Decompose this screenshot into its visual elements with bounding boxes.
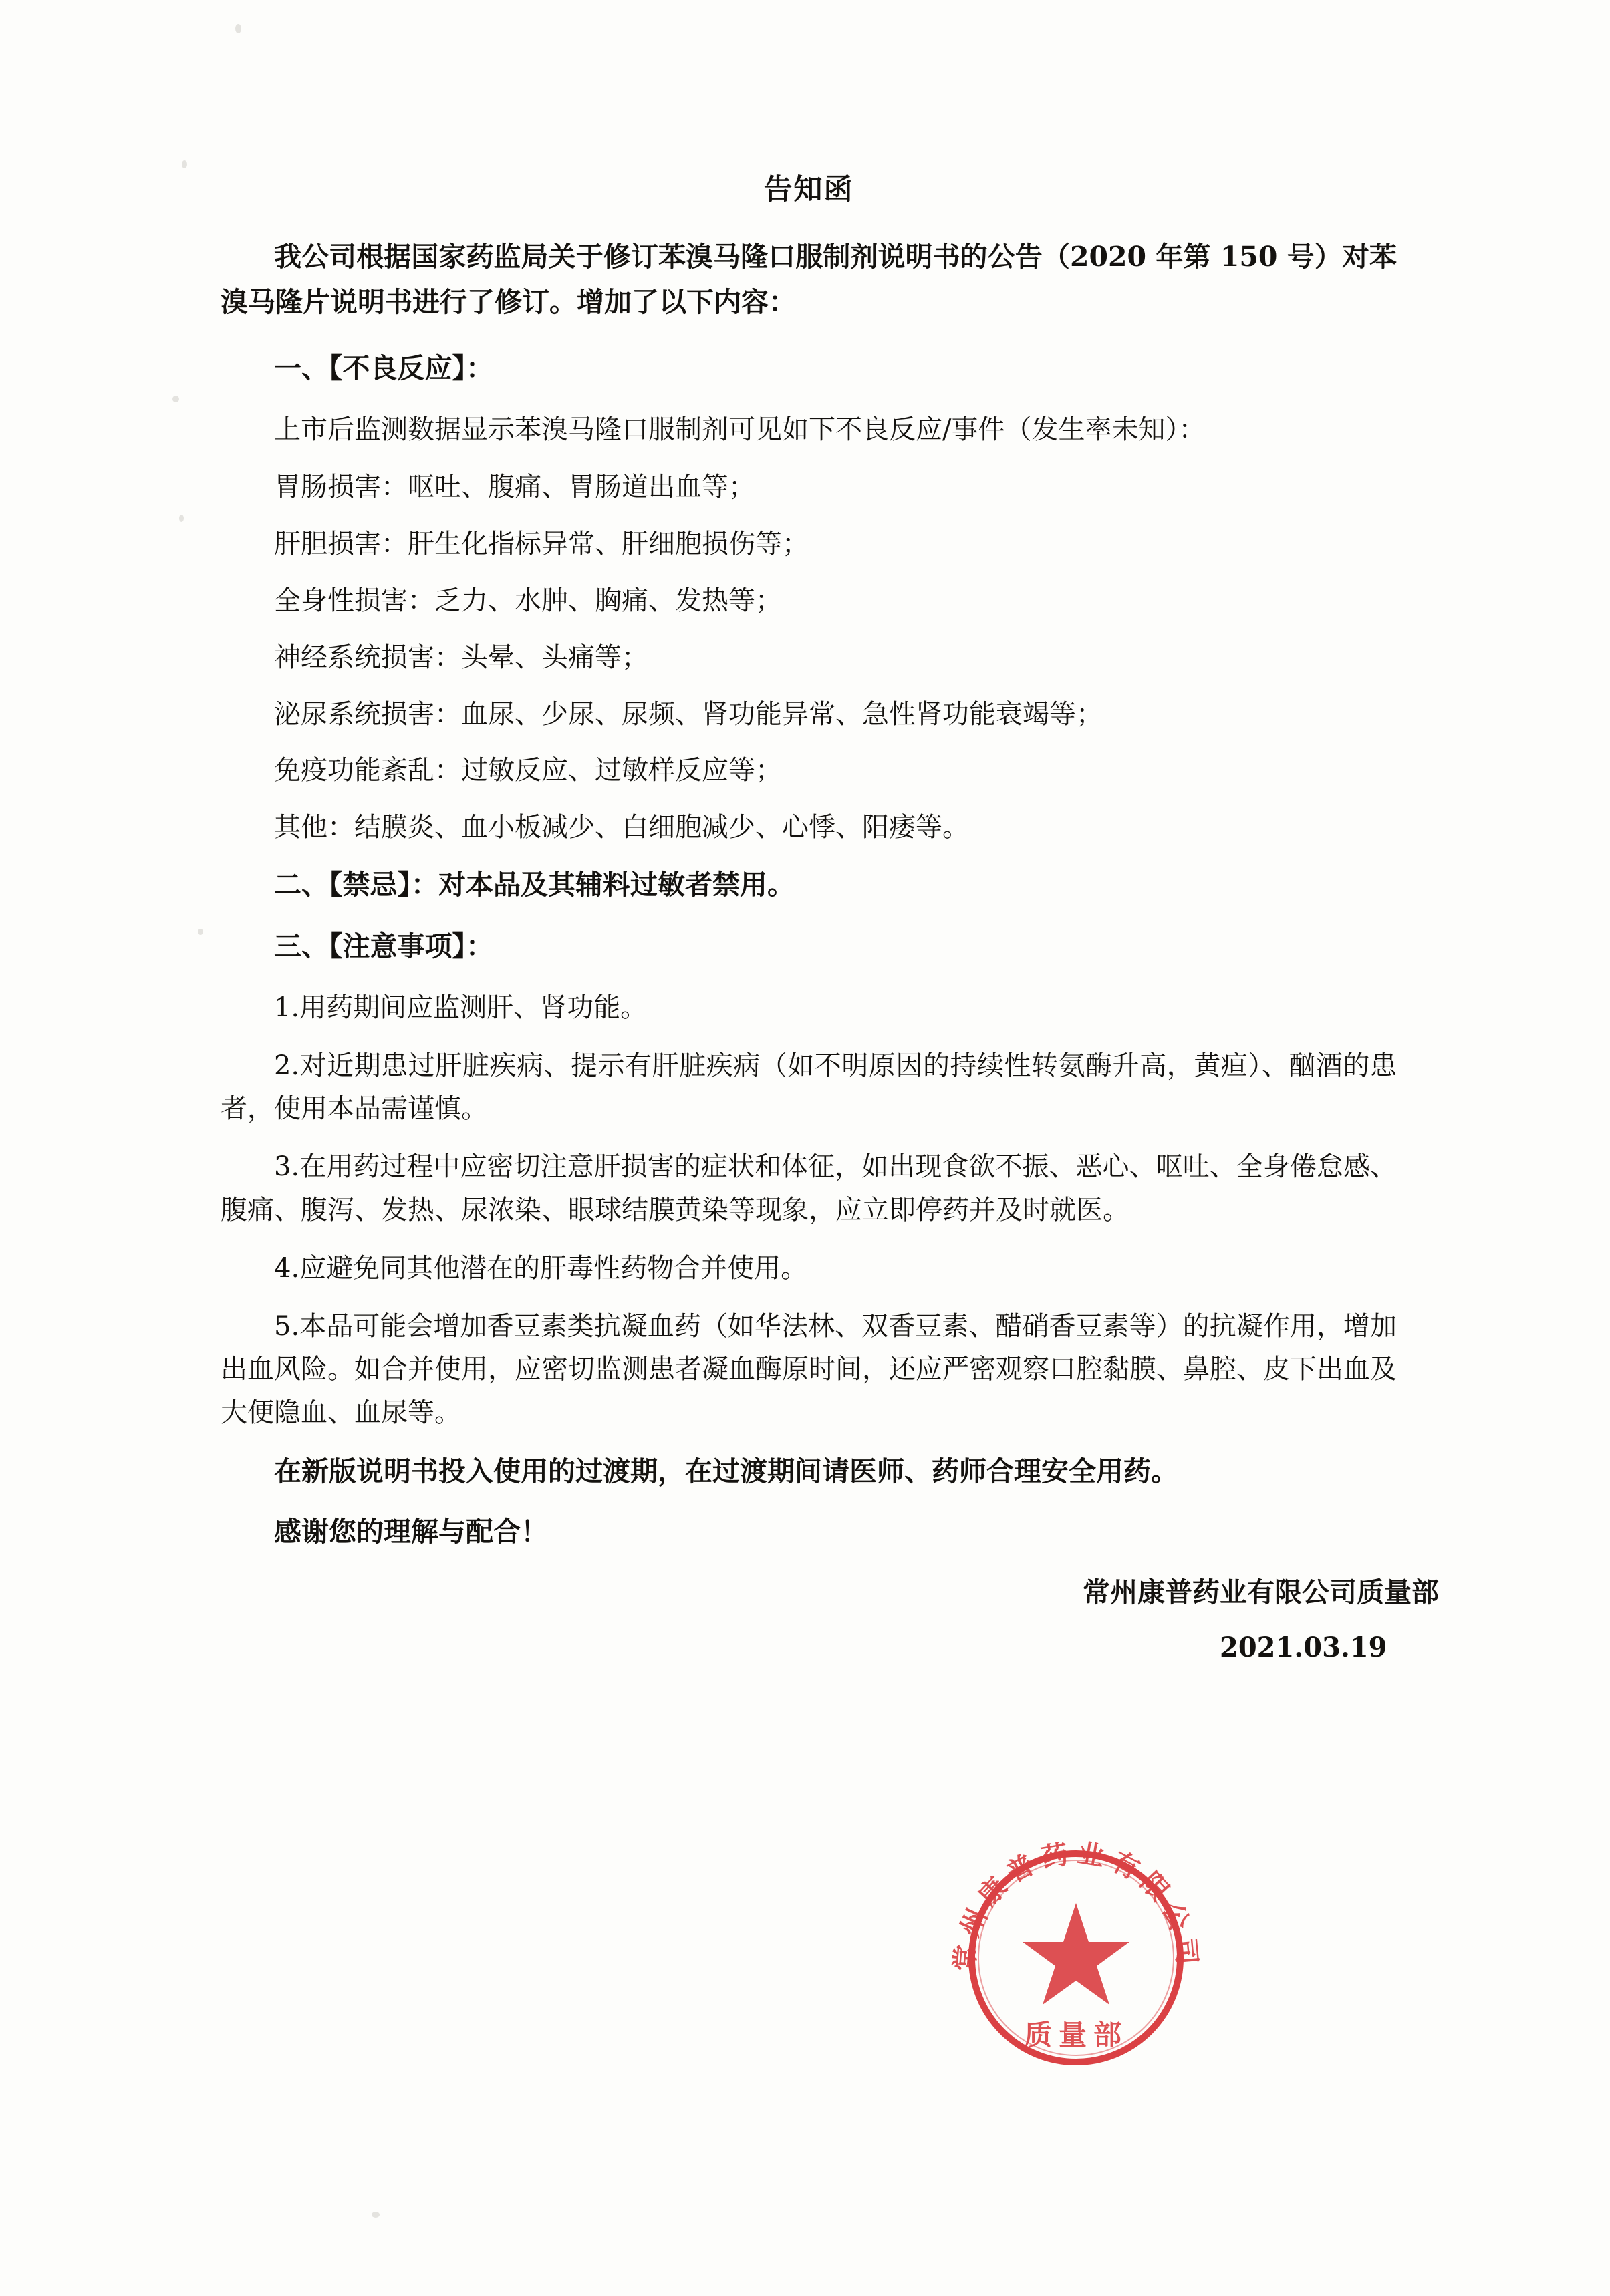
company-seal-stamp [942,1824,1210,2092]
svg-text:质量部: 质量部 [1023,2019,1129,2051]
section-intro-adverse-reactions: 上市后监测数据显示苯溴马隆口服制剂可见如下不良反应/事件（发生率未知）： [274,414,1206,445]
list-item: 3.在用药过程中应密切注意肝损害的症状和体征，如出现食欲不振、恶心、呕吐、全身倦怠感、腹痛、腹泻、发热、尿浓染、眼球结膜黄染等现象，应立即停药并及时就医。 [221,1151,1397,1226]
section-heading-precautions: 三、【注意事项】： [274,930,493,963]
list-item: 泌尿系统损害：血尿、少尿、尿频、肾功能异常、急性肾功能衰竭等； [274,698,1103,730]
signature-date: 2021.03.19 [1220,1632,1387,1664]
signature-organization: 常州康普药业有限公司质量部 [1083,1576,1439,1608]
closing-paragraph-thanks: 感谢您的理解与配合！ [274,1516,548,1548]
list-item: 其他：结膜炎、血小板减少、白细胞减少、心悸、阳痿等。 [274,812,969,843]
list-item: 2.对近期患过肝脏疾病、提示有肝脏疾病（如不明原因的持续性转氨酶升高，黄疸）、酗酒的患者，使用本品需谨慎。 [221,1050,1397,1125]
scan-artifact [235,24,241,33]
page-title: 告知函 [763,173,854,206]
signature-block [795,1570,1439,1670]
scan-artifact [182,160,187,168]
section-heading-adverse-reactions: 一、【不良反应】： [274,352,493,385]
scan-artifact [172,396,179,402]
list-item: 1.用药期间应监测肝、肾功能。 [274,992,648,1023]
scan-artifact [372,2212,380,2218]
list-item: 5.本品可能会增加香豆素类抗凝血药（如华法林、双香豆素、醋硝香豆素等）的抗凝作用，增加出血风险。如合并使用，应密切监测患者凝血酶原时间，还应严密观察口腔黏膜、鼻腔、皮下出血及大便隐血、血尿等。 [221,1310,1397,1429]
list-item: 4.应避免同其他潜在的肝毒性药物合并使用。 [274,1252,808,1284]
list-item: 肝胆损害：肝生化指标异常、肝细胞损伤等； [274,529,809,560]
list-item: 全身性损害：乏力、水肿、胸痛、发热等； [274,585,782,617]
scan-artifact [198,929,203,935]
section-heading-contraindications: 二、【禁忌】：对本品及其辅料过敏者禁用。 [274,869,795,901]
list-item: 胃肠损害：呕吐、腹痛、胃肠道出血等； [274,472,755,503]
list-item: 免疫功能紊乱：过敏反应、过敏样反应等； [274,755,782,786]
closing-paragraph-transition: 在新版说明书投入使用的过渡期，在过渡期间请医师、药师合理安全用药。 [274,1455,1178,1488]
scan-artifact [179,515,184,522]
document-body [221,167,1439,1664]
list-item: 神经系统损害：头晕、头痛等； [274,641,648,673]
svg-text:常州康普药业有限公司: 常州康普药业有限公司 [948,1837,1204,1973]
lead-paragraph: 我公司根据国家药监局关于修订苯溴马隆口服制剂说明书的公告（2020 年第 150 号）对苯溴马隆片说明书进行了修订。增加了以下内容： [221,241,1397,318]
